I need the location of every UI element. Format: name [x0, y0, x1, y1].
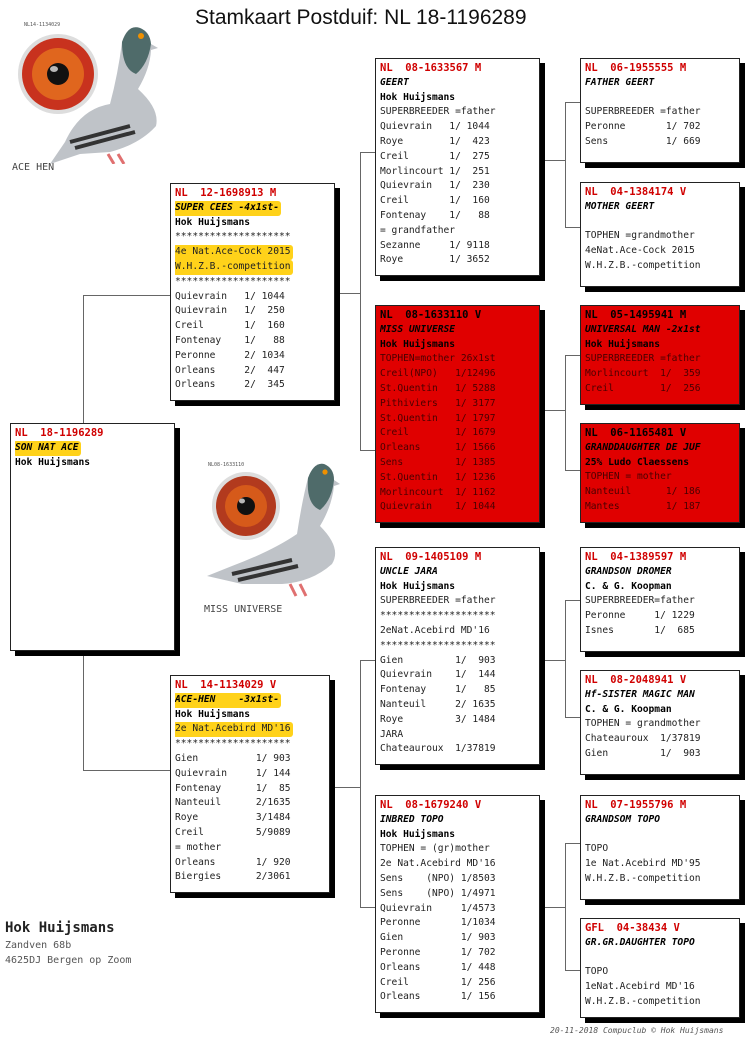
ring-number: NL 08-1679240 V	[380, 799, 482, 811]
result-line: Peronne 1/ 702	[585, 121, 701, 133]
photo-caption-ace-hen: ACE HEN	[12, 162, 55, 173]
ring-number: NL 18-1196289	[15, 427, 104, 439]
result-line: Creil 1/ 1679	[380, 427, 496, 439]
result-line	[585, 215, 735, 230]
loft-name: 25% Ludo Claessens	[585, 456, 689, 468]
result-line: Gien 1/ 903	[585, 747, 701, 759]
result-line: Creil 1/ 160	[175, 320, 285, 332]
pigeon-name: MOTHER GEERT	[585, 200, 655, 212]
pigeon-name: ACE-HEN -3x1st-	[175, 693, 281, 708]
pigeon-card-mother[interactable]	[170, 675, 330, 893]
pigeon-name: FATHER GEERT	[585, 76, 655, 88]
pigeon-name: UNCLE JARA	[380, 565, 438, 577]
result-line: Creil 1/ 160	[380, 195, 490, 207]
result-line: Gien 1/ 903	[380, 932, 496, 944]
result-line: TOPHEN=mother 26x1st	[380, 353, 496, 365]
connector	[545, 907, 565, 908]
pigeon-card-mm[interactable]	[375, 795, 540, 1013]
result-line: ********************	[175, 231, 291, 243]
connector	[565, 102, 580, 103]
loft-name: C. & G. Koopman	[585, 580, 672, 592]
result-line: Sens (NPO) 1/4971	[380, 887, 496, 899]
result-line: Peronne 1/ 1229	[585, 610, 695, 622]
owner-name: Hok Huijsmans	[5, 920, 115, 936]
result-line: Orleans 1/ 448	[380, 961, 496, 973]
result-line: W.H.Z.B.-competition	[175, 260, 330, 275]
result-line: St.Quentin 1/ 1236	[380, 471, 496, 483]
pigeon-name: SON NAT ACE	[15, 441, 81, 456]
result-line: Quievrain 1/4573	[380, 902, 496, 914]
result-line: Fontenay 1/ 85	[380, 684, 496, 696]
pigeon-photo-ace-hen	[10, 14, 170, 164]
result-line: Gien 1/ 903	[175, 752, 291, 764]
owner-address-street: Zandven 68b	[5, 940, 72, 951]
connector	[565, 600, 566, 717]
result-line: Pithiviers 1/ 3177	[380, 397, 496, 409]
pigeon-name: UNIVERSAL MAN -2x1st	[585, 323, 701, 335]
result-line	[585, 828, 735, 843]
loft-name: Hok Huijsmans	[380, 91, 456, 103]
result-line: Quievrain 1/ 1044	[380, 121, 490, 133]
result-line: Quievrain 1/ 1044	[380, 501, 496, 513]
connector	[335, 787, 360, 788]
connector	[565, 843, 566, 970]
pigeon-card-ffm[interactable]	[580, 182, 740, 287]
ring-number: NL 08-1633567 M	[380, 62, 482, 74]
result-line: Morlincourt 1/ 1162	[380, 486, 496, 498]
pigeon-card-ff[interactable]	[375, 58, 540, 276]
result-line: 4e Nat.Ace-Cock 2015	[175, 245, 330, 260]
pigeon-card-mfm[interactable]	[580, 670, 740, 775]
result-line: Roye 3/1484	[175, 812, 291, 824]
connector	[83, 650, 84, 770]
ring-number: NL 08-2048941 V	[585, 674, 687, 686]
pigeon-name: GR.GR.DAUGHTER TOPO	[585, 936, 695, 948]
connector	[565, 355, 566, 470]
result-line: 2eNat.Acebird MD'16	[380, 624, 490, 636]
connector	[360, 152, 361, 450]
connector	[565, 600, 580, 601]
result-line: Peronne 1/1034	[380, 917, 496, 929]
pigeon-name: SUPER CEES -4x1st-	[175, 201, 281, 216]
connector	[545, 160, 565, 161]
pigeon-name: Hf-SISTER MAGIC MAN	[585, 688, 695, 700]
result-line: Fontenay 1/ 85	[175, 782, 291, 794]
result-line: Nanteuil 1/ 186	[585, 486, 701, 498]
result-line: Chateauroux 1/37819	[380, 743, 496, 755]
pigeon-photo-miss-universe	[202, 456, 352, 601]
pigeon-name: GRANDDAUGHTER DE JUF	[585, 441, 701, 453]
result-line: St.Quentin 1/ 1797	[380, 412, 496, 424]
pigeon-card-father[interactable]	[170, 183, 335, 401]
result-line: JARA	[380, 728, 404, 740]
pigeon-card-mmf[interactable]	[580, 795, 740, 900]
result-line: 2e Nat.Acebird MD'16	[175, 722, 325, 737]
result-line: Orleans 2/ 345	[175, 379, 285, 391]
connector	[565, 227, 580, 228]
result-line: Roye 1/ 423	[380, 135, 490, 147]
pigeon-card-fmf[interactable]	[580, 305, 740, 405]
result-line: Peronne 1/ 702	[380, 946, 496, 958]
result-line	[585, 91, 735, 106]
connector	[565, 102, 566, 227]
result-line: Roye 3/ 1484	[380, 713, 496, 725]
result-line: 1eNat.Acebird MD'16	[585, 981, 695, 993]
ring-number: NL 04-1389597 M	[585, 551, 687, 563]
result-line: SUPERBREEDER =father	[380, 595, 496, 607]
result-line: Sens 1/ 669	[585, 135, 701, 147]
result-line: TOPHEN = (gr)mother	[380, 843, 490, 855]
pigeon-card-mf[interactable]	[375, 547, 540, 765]
footer-credit: 20-11-2018 Compuclub © Hok Huijsmans	[550, 1026, 724, 1035]
loft-name: Hok Huijsmans	[175, 216, 251, 228]
pigeon-card-mmm[interactable]	[580, 918, 740, 1018]
result-line: Peronne 2/ 1034	[175, 349, 285, 361]
result-line: Nanteuil 2/ 1635	[380, 698, 496, 710]
connector	[83, 295, 84, 425]
result-line: Orleans 1/ 156	[380, 991, 496, 1003]
result-line: St.Quentin 1/ 5288	[380, 382, 496, 394]
pigeon-card-mff[interactable]	[580, 547, 740, 652]
connector	[360, 907, 375, 908]
result-line: Sezanne 1/ 9118	[380, 239, 490, 251]
result-line: Creil 5/9089	[175, 826, 291, 838]
result-line	[585, 951, 735, 966]
pigeon-card-fff[interactable]	[580, 58, 740, 163]
result-line: Creil(NPO) 1/12496	[380, 368, 496, 380]
page-title: Stamkaart Postduif: NL 18-1196289	[195, 6, 527, 29]
ring-number: NL 08-1633110 V	[380, 309, 482, 321]
connector	[545, 660, 565, 661]
ring-number: GFL 04-38434 V	[585, 922, 680, 934]
result-line: Quievrain 1/ 230	[380, 180, 490, 192]
ring-number: NL 06-1955555 M	[585, 62, 687, 74]
result-line: TOPHEN =grandmother	[585, 230, 695, 242]
result-line: Biergies 2/3061	[175, 871, 291, 883]
result-line: 4eNat.Ace-Cock 2015	[585, 245, 695, 257]
connector	[360, 660, 375, 661]
result-line: Creil 1/ 256	[585, 382, 701, 394]
connector	[565, 843, 580, 844]
result-line: Orleans 2/ 447	[175, 364, 285, 376]
connector	[83, 295, 171, 296]
pigeon-name: GEERT	[380, 76, 409, 88]
photo-ring-label: NL08-1633110	[208, 462, 245, 468]
result-line: Quievrain 1/ 1044	[175, 290, 285, 302]
pigeon-name: GRANDSOM TOPO	[585, 813, 661, 825]
result-line: Quievrain 1/ 144	[175, 767, 291, 779]
pigeon-card-subject[interactable]	[10, 423, 175, 651]
pigeon-card-fm[interactable]	[375, 305, 540, 523]
result-line: Quievrain 1/ 144	[380, 669, 496, 681]
result-line: Roye 1/ 3652	[380, 254, 490, 266]
result-line: Creil 1/ 275	[380, 150, 490, 162]
result-line: TOPHEN = mother	[585, 471, 672, 483]
result-line: Chateauroux 1/37819	[585, 733, 701, 745]
result-line: 1e Nat.Acebird MD'95	[585, 858, 701, 870]
loft-name: Hok Huijsmans	[380, 338, 456, 350]
result-line: TOPO	[585, 966, 609, 978]
pigeon-name: GRANDSON DROMER	[585, 565, 672, 577]
result-line: Fontenay 1/ 88	[175, 334, 285, 346]
connector	[360, 450, 375, 451]
loft-name: Hok Huijsmans	[380, 828, 456, 840]
ring-number: NL 05-1495941 M	[585, 309, 687, 321]
loft-name: Hok Huijsmans	[380, 580, 456, 592]
ring-number: NL 04-1384174 V	[585, 186, 687, 198]
result-line: Morlincourt 1/ 359	[585, 368, 701, 380]
result-line: Orleans 1/ 1566	[380, 442, 496, 454]
result-line: Gien 1/ 903	[380, 654, 496, 666]
result-line: Isnes 1/ 685	[585, 624, 695, 636]
result-line: W.H.Z.B.-competition	[585, 995, 701, 1007]
pigeon-name: MISS UNIVERSE	[380, 323, 456, 335]
pigeon-name: INBRED TOPO	[380, 813, 444, 825]
connector	[565, 970, 580, 971]
photo-ring-label: NL14-1134029	[24, 22, 61, 28]
result-line: ********************	[175, 275, 291, 287]
result-line: W.H.Z.B.-competition	[585, 259, 701, 271]
result-line: TOPO	[585, 843, 609, 855]
photo-caption-miss-universe: MISS UNIVERSE	[204, 604, 283, 615]
result-line: Nanteuil 2/1635	[175, 797, 291, 809]
result-line: Sens 1/ 1385	[380, 456, 496, 468]
connector	[565, 717, 580, 718]
result-line: TOPHEN = grandmother	[585, 718, 701, 730]
connector	[565, 355, 580, 356]
pigeon-card-fmm[interactable]	[580, 423, 740, 523]
loft-name: Hok Huijsmans	[175, 708, 251, 720]
connector	[83, 770, 171, 771]
result-line: ********************	[380, 639, 496, 651]
ring-number: NL 14-1134029 V	[175, 679, 277, 691]
result-line: ********************	[175, 738, 291, 750]
result-line: SUPERBREEDER =father	[380, 106, 496, 118]
ring-number: NL 09-1405109 M	[380, 551, 482, 563]
loft-name: Hok Huijsmans	[585, 338, 661, 350]
ring-number: NL 07-1955796 M	[585, 799, 687, 811]
connector	[565, 470, 580, 471]
result-line: 2e Nat.Acebird MD'16	[380, 858, 496, 870]
connector	[545, 410, 565, 411]
result-line: = grandfather	[380, 224, 456, 236]
result-line: Morlincourt 1/ 251	[380, 165, 490, 177]
result-line: Quievrain 1/ 250	[175, 305, 285, 317]
result-line: SUPERBREEDER =father	[585, 106, 701, 118]
loft-name: Hok Huijsmans	[15, 456, 91, 468]
connector	[360, 152, 375, 153]
result-line: ********************	[380, 610, 496, 622]
result-line: Fontenay 1/ 88	[380, 209, 490, 221]
connector	[360, 660, 361, 907]
ring-number: NL 06-1165481 V	[585, 427, 687, 439]
result-line: = mother	[175, 841, 222, 853]
result-line: W.H.Z.B.-competition	[585, 872, 701, 884]
result-line: Sens (NPO) 1/8503	[380, 872, 496, 884]
loft-name: C. & G. Koopman	[585, 703, 672, 715]
result-line: Creil 1/ 256	[380, 976, 496, 988]
result-line: Orleans 1/ 920	[175, 856, 291, 868]
connector	[335, 293, 360, 294]
owner-address-city: 4625DJ Bergen op Zoom	[5, 955, 132, 966]
result-line: SUPERBREEDER=father	[585, 595, 695, 607]
result-line: Mantes 1/ 187	[585, 500, 701, 512]
result-line: SUPERBREEDER =father	[585, 353, 701, 365]
ring-number: NL 12-1698913 M	[175, 187, 277, 199]
